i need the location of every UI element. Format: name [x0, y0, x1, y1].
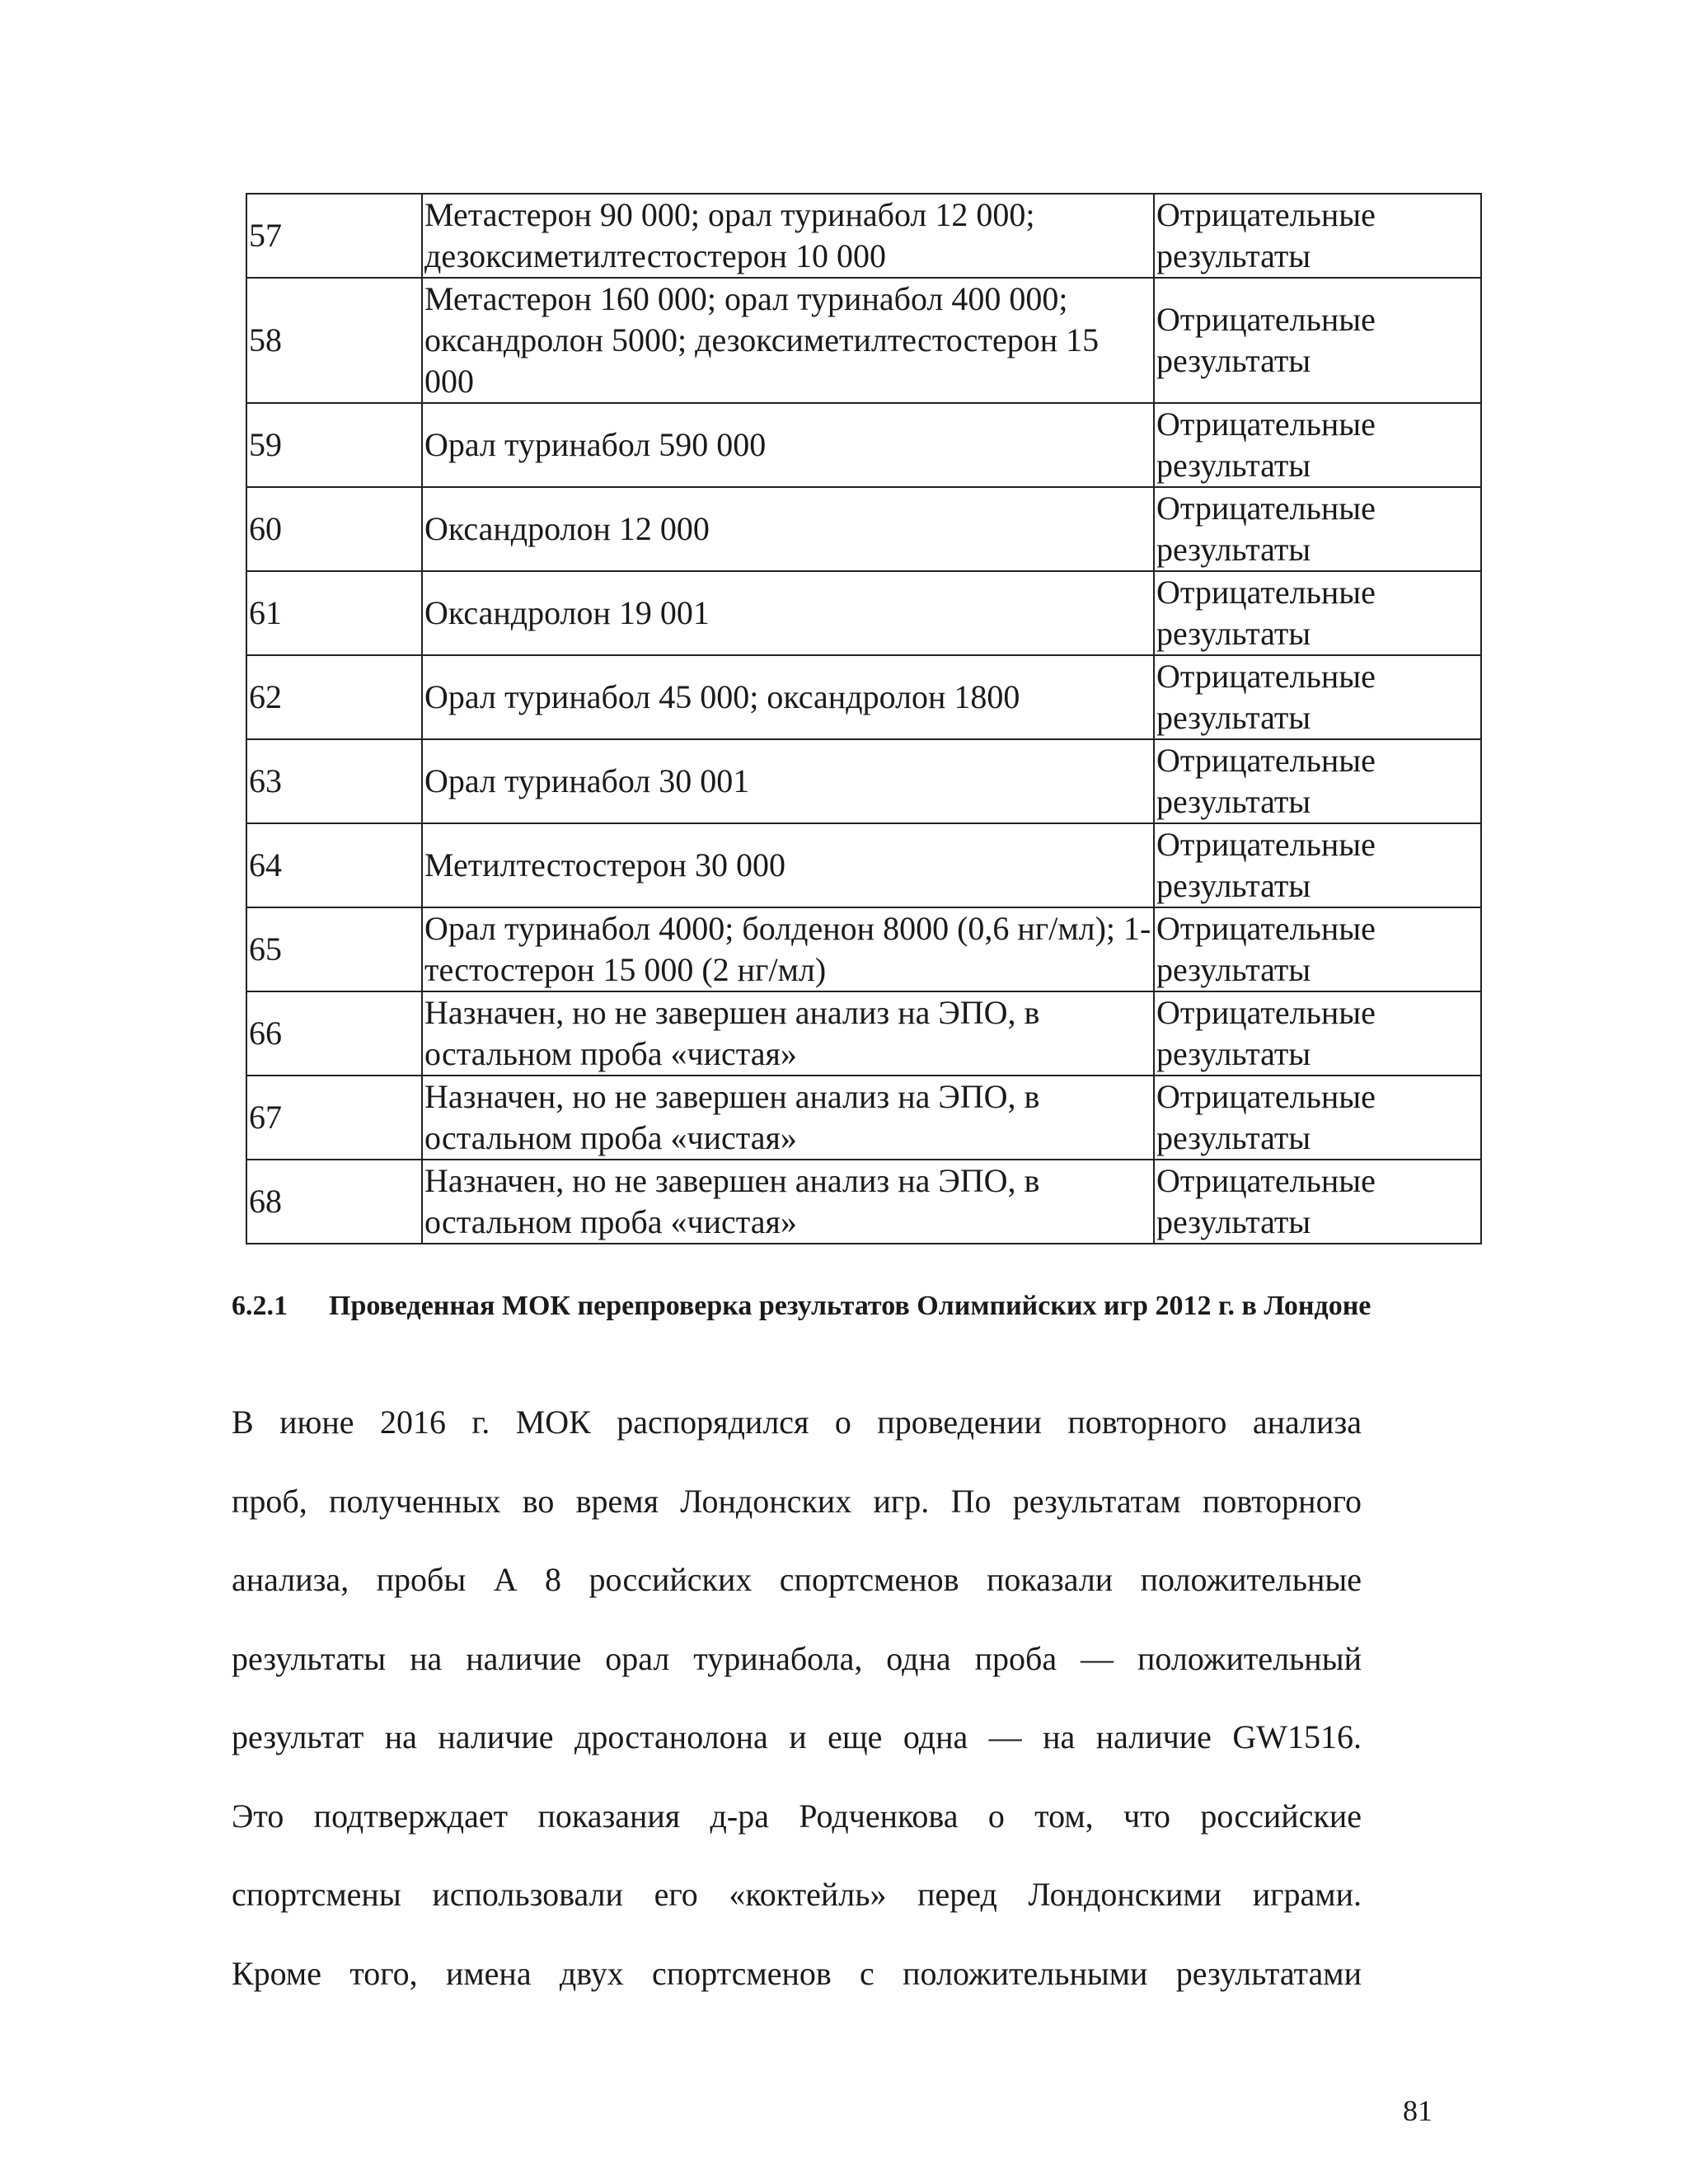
- substances-cell: Метастерон 160 000; орал туринабол 400 000; оксандролон 5000; дезоксиметилтестостерон 15 000: [422, 278, 1154, 403]
- table-row: [246, 655, 1481, 739]
- paragraph-line: [232, 1706, 1362, 1785]
- sample-number: 66: [246, 991, 422, 1076]
- table-row: [246, 194, 1481, 278]
- result-cell: Отрицательные результаты: [1154, 823, 1481, 907]
- substances-cell: Назначен, но не завершен анализ на ЭПО, в остальном проба «чистая»: [422, 1160, 1154, 1244]
- substances-cell: Орал туринабол 590 000: [422, 403, 1154, 487]
- table-row: [246, 991, 1481, 1076]
- substances-cell: Орал туринабол 45 000; оксандролон 1800: [422, 655, 1154, 739]
- result-cell: Отрицательные результаты: [1154, 1160, 1481, 1244]
- sample-number: 67: [246, 1076, 422, 1160]
- sample-number: 60: [246, 487, 422, 571]
- substances-cell: Метастерон 90 000; орал туринабол 12 000; дезоксиметилтестостерон 10 000: [422, 194, 1154, 278]
- result-cell: Отрицательные результаты: [1154, 403, 1481, 487]
- table-row: [246, 823, 1481, 907]
- paragraph-line-text: анализа, пробы А 8 российских спортсменов показали положительные: [232, 1561, 1362, 1598]
- paragraph-line: [232, 1391, 1362, 1470]
- table-row: [246, 278, 1481, 403]
- table-row: [246, 1076, 1481, 1160]
- result-cell: Отрицательные результаты: [1154, 655, 1481, 739]
- paragraph-line: [232, 1863, 1362, 1943]
- result-cell: Отрицательные результаты: [1154, 278, 1481, 403]
- substances-cell: Орал туринабол 30 001: [422, 739, 1154, 823]
- table-row: [246, 739, 1481, 823]
- sample-number: 58: [246, 278, 422, 403]
- substances-cell: Назначен, но не завершен анализ на ЭПО, в остальном проба «чистая»: [422, 1076, 1154, 1160]
- paragraph-line: [232, 1470, 1362, 1549]
- section-title: Проведенная МОК перепроверка результатов Олимпийских игр 2012 г. в Лондоне: [329, 1291, 1372, 1321]
- substances-cell: Оксандролон 19 001: [422, 571, 1154, 655]
- sample-number: 57: [246, 194, 422, 278]
- sample-number: 68: [246, 1160, 422, 1244]
- substances-cell: Оксандролон 12 000: [422, 487, 1154, 571]
- sample-number: 61: [246, 571, 422, 655]
- table-row: [246, 571, 1481, 655]
- paragraph-line: [232, 1785, 1362, 1864]
- body-paragraph: [232, 1391, 1362, 2021]
- paragraph-line-text: спортсмены использовали его «коктейль» перед Лондонскими играми.: [232, 1876, 1362, 1913]
- paragraph-line-text: В июне 2016 г. МОК распорядился о проведении повторного анализа: [232, 1404, 1362, 1441]
- paragraph-line-text: проб, полученных во время Лондонских игр. По результатам повторного: [232, 1482, 1362, 1520]
- substances-cell: Метилтестостерон 30 000: [422, 823, 1154, 907]
- table-row: [246, 907, 1481, 991]
- result-cell: Отрицательные результаты: [1154, 907, 1481, 991]
- paragraph-line-text: результат на наличие дростанолона и еще одна — на наличие GW1516.: [232, 1718, 1362, 1755]
- paragraph-line-text: результаты на наличие орал туринабола, одна проба — положительный: [232, 1639, 1362, 1677]
- result-cell: Отрицательные результаты: [1154, 487, 1481, 571]
- substances-cell: Назначен, но не завершен анализ на ЭПО, в остальном проба «чистая»: [422, 991, 1154, 1076]
- paragraph-line-text: Это подтверждает показания д-ра Родченкова о том, что российские: [232, 1797, 1362, 1835]
- result-cell: Отрицательные результаты: [1154, 571, 1481, 655]
- section-heading: [232, 1287, 1418, 1325]
- sample-number: 63: [246, 739, 422, 823]
- table-row: [246, 1160, 1481, 1244]
- result-cell: Отрицательные результаты: [1154, 739, 1481, 823]
- result-cell: Отрицательные результаты: [1154, 194, 1481, 278]
- section-number: 6.2.1: [232, 1291, 288, 1321]
- sample-number: 59: [246, 403, 422, 487]
- table-row: [246, 487, 1481, 571]
- paragraph-line: [232, 1549, 1362, 1628]
- sample-number: 64: [246, 823, 422, 907]
- table-row: [246, 403, 1481, 487]
- results-table: [246, 193, 1482, 1244]
- paragraph-line: [232, 1943, 1362, 2022]
- result-cell: Отрицательные результаты: [1154, 1076, 1481, 1160]
- sample-number: 65: [246, 907, 422, 991]
- substances-cell: Орал туринабол 4000; болденон 8000 (0,6 нг/мл); 1-тестостерон 15 000 (2 нг/мл): [422, 907, 1154, 991]
- sample-number: 62: [246, 655, 422, 739]
- paragraph-line-text: Кроме того, имена двух спортсменов с положительными результатами: [232, 1954, 1362, 1992]
- paragraph-line: [232, 1628, 1362, 1707]
- page-number: 81: [1403, 2094, 1432, 2127]
- result-cell: Отрицательные результаты: [1154, 991, 1481, 1076]
